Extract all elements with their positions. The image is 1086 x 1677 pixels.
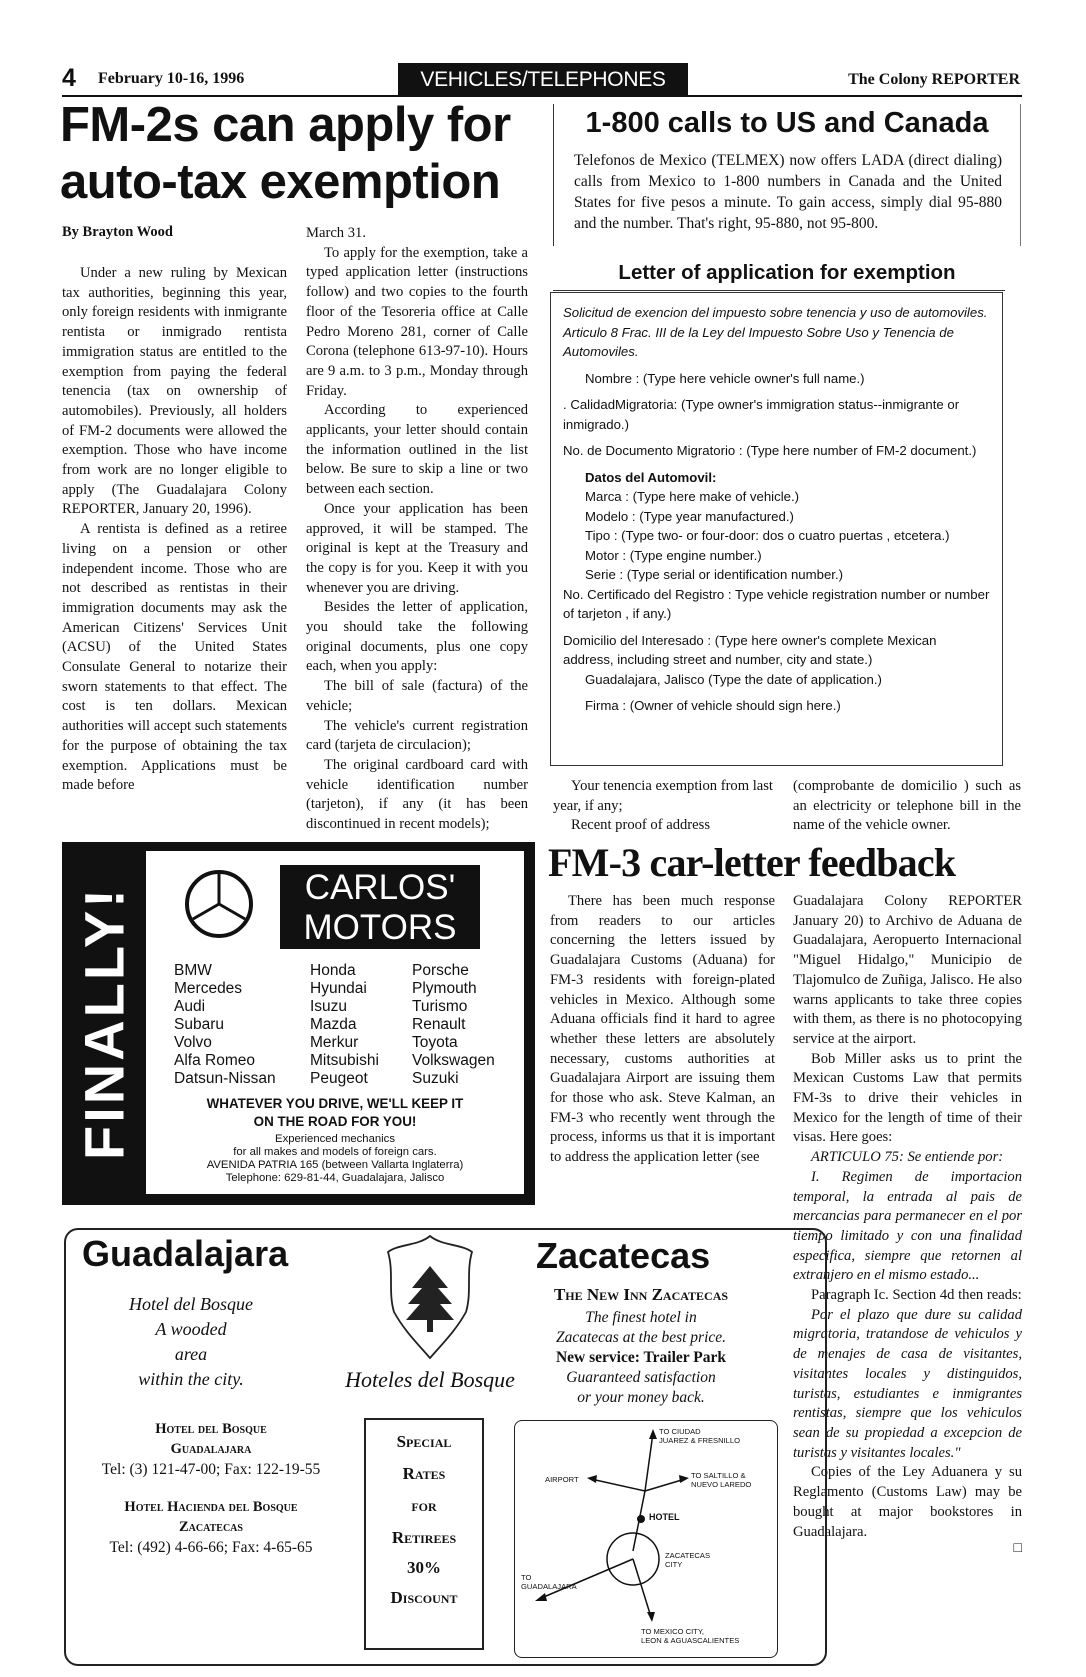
paragraph: A rentista is defined as a retiree living on a pension or other independent income. Those who are not described as rentistas in their immigration documents may ask the American Citizens' Services Unit (ACSU) of the United States Consulate General to notarize their sworn statements to that effect. The cost is ten dollars. Mexican authorities will accept such statements for the purpose of obtaining the tax exemption. Applications must be made before — [62, 521, 287, 794]
main-headline-line2: auto-tax exemption — [60, 155, 501, 209]
zac-line: or your money back. — [577, 1389, 705, 1406]
brand: BMW — [174, 962, 212, 979]
brand: Mercedes — [174, 980, 243, 997]
paragraph: The original cardboard card with vehicle identification number (tarjeton), if any (it has been discontinued in recent models); — [306, 756, 528, 833]
datos-marca: Marca : (Type here make of vehicle.) — [585, 489, 800, 504]
paragraph: Your tenencia exemption from last year, if any; — [553, 778, 773, 814]
map-label: ZACATECAS — [665, 1551, 711, 1560]
map-label: AIRPORT — [545, 1475, 579, 1484]
letter-firma: Firma : (Owner of vehicle should sign here.) — [585, 698, 841, 713]
datos-modelo: Modelo : (Type year manufactured.) — [585, 508, 794, 524]
zac-line: New service: Trailer Park — [555, 1349, 726, 1366]
special-line: for — [411, 1496, 437, 1515]
carlos-name-block — [280, 865, 480, 949]
brand: Alfa Romeo — [174, 1052, 255, 1069]
datos-certificado: No. Certificado del Registro : Type vehicle registration number or number of tarjeton , if any.) — [563, 586, 990, 621]
special-line: 30% — [407, 1558, 441, 1577]
letter-title-rule — [553, 290, 1005, 291]
paragraph: Under a new ruling by Mexican tax authorities, beginning this year, only foreign residents with inmigrante rentista or inmigrado rentista immigration status are entitled to the exemption from paying the federal tenencia (tax on ownership of automobiles). Previously, all holders of FM-2 documents were allowed the exemption. Those who have income from work are no longer eligible to apply (The Guadalajara Colony REPORTER, January 20, 1996). — [62, 265, 287, 518]
brand: Peugeot — [310, 1070, 368, 1087]
carlos-name-line2: MOTORS — [303, 908, 457, 947]
brand-list-col1 — [174, 962, 276, 1088]
brand: Merkur — [310, 1034, 359, 1051]
new-inn-title: The New Inn Zacatecas — [553, 1285, 729, 1304]
hoteles-logo-script: Hoteles del Bosque — [345, 1367, 515, 1392]
hotel2-tel: Tel: (492) 4-66-66; Fax: 4-65-65 — [109, 1539, 313, 1556]
byline: By Brayton Wood — [62, 224, 173, 240]
map-label: TO SALTILLO & — [691, 1471, 746, 1480]
paragraph: According to experienced applicants, your letter should contain the information outlined in the list below. Be sure to skip a line or two between each section. — [306, 402, 528, 498]
hotel-tagline — [106, 1292, 276, 1392]
paragraph: Recent proof of address — [571, 817, 710, 834]
datos-motor: Motor : (Type engine number.) — [585, 547, 762, 563]
end-mark-icon: □ — [1013, 1541, 1022, 1557]
guadalajara-heading: Guadalajara — [82, 1233, 289, 1274]
letter-box — [550, 292, 1003, 766]
brand-list-col2 — [310, 962, 379, 1088]
brand: Subaru — [174, 1016, 224, 1033]
calls-box — [553, 104, 1021, 246]
special-rates-box — [364, 1418, 484, 1650]
hotel1-city: Guadalajara — [170, 1441, 252, 1457]
map-roads — [515, 1421, 779, 1659]
paragraph: Bob Miller asks us to print the Mexican Customs Law that permits FM-3s to drive their vehicles in Mexico for the length of time of their visas. Here goes: — [793, 1050, 1022, 1146]
slogan-line2: ON THE ROAD FOR YOU! — [253, 1114, 417, 1129]
zacatecas-map — [514, 1420, 778, 1658]
paragraph: There has been much response from readers to our articles concerning the letters issued by Guadalajara Customs (Aduana) for FM-3 residents with foreign-plated vehicles in Mexico. Although some Aduana officials find it hard to agree whether these letters are absolutely necessary, customs authorities at Guadalajara Airport are issuing them for those who ask. Steve Kalman, an FM-3 who recently went through the process, informs us that it is important to address the application letter (see — [550, 893, 775, 1166]
map-label: TO CIUDAD — [659, 1427, 701, 1436]
map-label: JUAREZ & FRESNILLO — [659, 1436, 741, 1445]
zacatecas-heading: Zacatecas — [536, 1235, 711, 1276]
paragraph: Por el plazo que dure su calidad migratoria, tratandose de vehiculos y de menajes de casa de visitantes, visitantes locales y distinguidos, turistas, estudiantes e inmigrantes rentistas, siempre que los vehiculos sean de su propiedad a excepcion de turistas y visitantes locales." — [793, 1306, 1022, 1461]
hotel1-tel: Tel: (3) 121-47-00; Fax: 122-19-55 — [101, 1461, 321, 1478]
map-label: TO MEXICO CITY, — [641, 1627, 705, 1636]
hotel-crest-icon — [382, 1232, 478, 1362]
paper-name: The Colony REPORTER — [848, 71, 1020, 88]
paragraph: Besides the letter of application, you should take the following original documents, plus one copy each, when you apply: — [306, 599, 528, 675]
letter-item-nombre: Nombre : (Type here vehicle owner's full name.) — [585, 370, 865, 386]
hotel2-city: Zacatecas — [179, 1519, 243, 1535]
special-line: Special — [396, 1432, 452, 1451]
fm3-col1 — [550, 892, 775, 1168]
brand: Porsche — [412, 962, 469, 979]
paragraph: March 31. — [306, 225, 366, 241]
carlos-motors-ad — [62, 842, 535, 1205]
letter-intro: Solicitud de exencion del impuesto sobre tenencia y uso de automoviles. Articulo 8 Frac. III de la Ley del Impuesto Sobre Uso y Tenencia de Automoviles. — [563, 305, 988, 359]
calls-body: Telefonos de Mexico (TELMEX) now offers LADA (direct dialing) calls from Mexico to 1-800 numbers in Canada and the United States for five pesos a minute. To gain access, simply dial 95-880 and the number. That's right, 95-880, not 95-800. — [574, 152, 1002, 232]
zacatecas-details — [506, 1308, 776, 1408]
paragraph: Paragraph Ic. Section 4d then reads: — [811, 1287, 1022, 1304]
fm3-headline: FM-3 car-letter feedback — [548, 840, 956, 885]
paragraph: ARTICULO 75: Se entiende por: — [811, 1149, 1004, 1166]
brand: Volvo — [174, 1034, 212, 1051]
brand: Honda — [310, 962, 356, 979]
tagline-line: Hotel del Bosque — [129, 1294, 253, 1314]
paragraph: Once your application has been approved, it will be stamped. The original is kept at the Treasury and the copy is for you. Keep it with you whenever you are driving. — [306, 500, 528, 596]
brand: Mazda — [310, 1016, 357, 1033]
brand: Mitsubishi — [310, 1052, 379, 1069]
brand: Isuzu — [310, 998, 348, 1015]
special-line: Retirees — [391, 1528, 457, 1547]
brand: Hyundai — [310, 980, 367, 997]
paragraph: Copies of the Ley Aduanera y su Reglamento (Customs Law) may be bought at major bookstores in Guadalajara. — [793, 1464, 1022, 1540]
issue-date: February 10-16, 1996 — [98, 70, 245, 87]
main-article-col2 — [306, 224, 528, 835]
paragraph: To apply for the exemption, take a typed application letter (instructions follow) and two copies to the fourth floor of the Tesoreria office at Calle Pedro Moreno 281, corner of Calle Corona (telephone 613-97-10). Hours are 9 a.m. to 3 p.m., Monday through Friday. — [306, 244, 528, 399]
brand: Volkswagen — [412, 1052, 495, 1069]
brand: Suzuki — [412, 1070, 459, 1087]
map-label: LEON & AGUASCALIENTES — [641, 1636, 740, 1645]
paragraph: I. Regimen de importacion temporal, la entrada al pais de mercancias para permanecer en el por tiempo limitado y con una finalidad especifica, siempre que retornen al extranjero en el mismo estado... — [793, 1168, 1022, 1284]
finally-vertical: FINALLY! — [72, 886, 136, 1161]
paragraph: The bill of sale (factura) of the vehicle; — [306, 678, 528, 714]
tagline-line: A wooded — [155, 1319, 227, 1339]
continued-col-b: (comprobante de domicilio ) such as an electricity or telephone bill in the name of the vehicle owner. — [793, 778, 1021, 834]
map-label: GUADALAJARA — [521, 1582, 577, 1591]
special-line: Rates — [402, 1464, 446, 1483]
info-line: Experienced mechanics — [275, 1133, 395, 1145]
page-number: 4 — [62, 64, 76, 92]
datos-heading: Datos del Automovil: — [585, 469, 717, 485]
info-line: for all makes and models of foreign cars. — [233, 1146, 437, 1158]
ad-info — [146, 1133, 524, 1185]
hotel2-name: Hotel Hacienda del Bosque — [124, 1499, 298, 1515]
letter-domicilio: Domicilio del Interesado : (Type here owner's complete Mexican address, including street and number, city and state.) — [563, 632, 937, 667]
letter-date-line: Guadalajara, Jalisco (Type the date of application.) — [585, 671, 882, 687]
tagline-line: area — [174, 1344, 208, 1364]
zac-line: Guaranteed satisfaction — [566, 1369, 716, 1386]
info-line: Telephone: 629-81-44, Guadalajara, Jalisco — [225, 1172, 445, 1184]
brand: Datsun-Nissan — [174, 1070, 276, 1087]
calls-headline: 1-800 calls to US and Canada — [585, 107, 989, 139]
fm3-col2 — [793, 892, 1022, 1556]
hotel-ad — [64, 1228, 827, 1666]
main-headline-line1: FM-2s can apply for — [60, 98, 511, 152]
carlos-name-line1: CARLOS' — [304, 868, 456, 907]
letter-item-documento: No. de Documento Migratorio : (Type here number of FM-2 document.) — [563, 443, 977, 458]
zac-line: Zacatecas at the best price. — [555, 1329, 727, 1346]
zac-line: The finest hotel in — [585, 1309, 697, 1326]
paragraph: Guadalajara Colony REPORTER January 20) to Archivo de Aduana de Guadalajara, Aeropuerto Internacional "Miguel Hidalgo," Municipio de Tlajomulco de Zuñiga, Jalisco. He also warns applicants to take three copies with them, as there is no photocopying service at the airport. — [793, 893, 1022, 1047]
hotel1-name: Hotel del Bosque — [155, 1421, 267, 1437]
map-label: CITY — [665, 1560, 683, 1569]
paragraph: The vehicle's current registration card (tarjeta de circulacion); — [306, 717, 528, 754]
ad-panel — [146, 851, 524, 1194]
brand: Renault — [412, 1016, 466, 1033]
mercedes-logo-icon — [184, 869, 254, 939]
datos-tipo: Tipo : (Type two- or four-door: dos o cuatro puertas , etcetera.) — [585, 528, 950, 543]
brand: Audi — [174, 998, 206, 1015]
continued-col-a — [553, 777, 773, 836]
brand: Plymouth — [412, 980, 477, 997]
main-article-col1 — [62, 264, 287, 796]
tagline-line: within the city. — [138, 1369, 244, 1389]
map-label: NUEVO LAREDO — [691, 1480, 752, 1489]
brand-list-col3 — [412, 962, 495, 1088]
brand: Turismo — [412, 998, 468, 1015]
map-label: HOTEL — [649, 1512, 680, 1522]
map-label: TO — [521, 1573, 532, 1582]
info-line: AVENIDA PATRIA 165 (between Vallarta Inglaterra) — [206, 1159, 464, 1171]
letter-item-calidad: . CalidadMigratoria: (Type owner's immigration status--inmigrante or inmigrado.) — [563, 397, 960, 432]
special-line: Discount — [390, 1588, 458, 1607]
section-banner: VEHICLES/TELEPHONES — [398, 63, 688, 96]
slogan-line1: WHATEVER YOU DRIVE, WE'LL KEEP IT — [206, 1096, 464, 1111]
datos-serie: Serie : (Type serial or identification number.) — [585, 567, 844, 582]
letter-title: Letter of application for exemption — [618, 261, 956, 284]
brand: Toyota — [412, 1034, 458, 1051]
